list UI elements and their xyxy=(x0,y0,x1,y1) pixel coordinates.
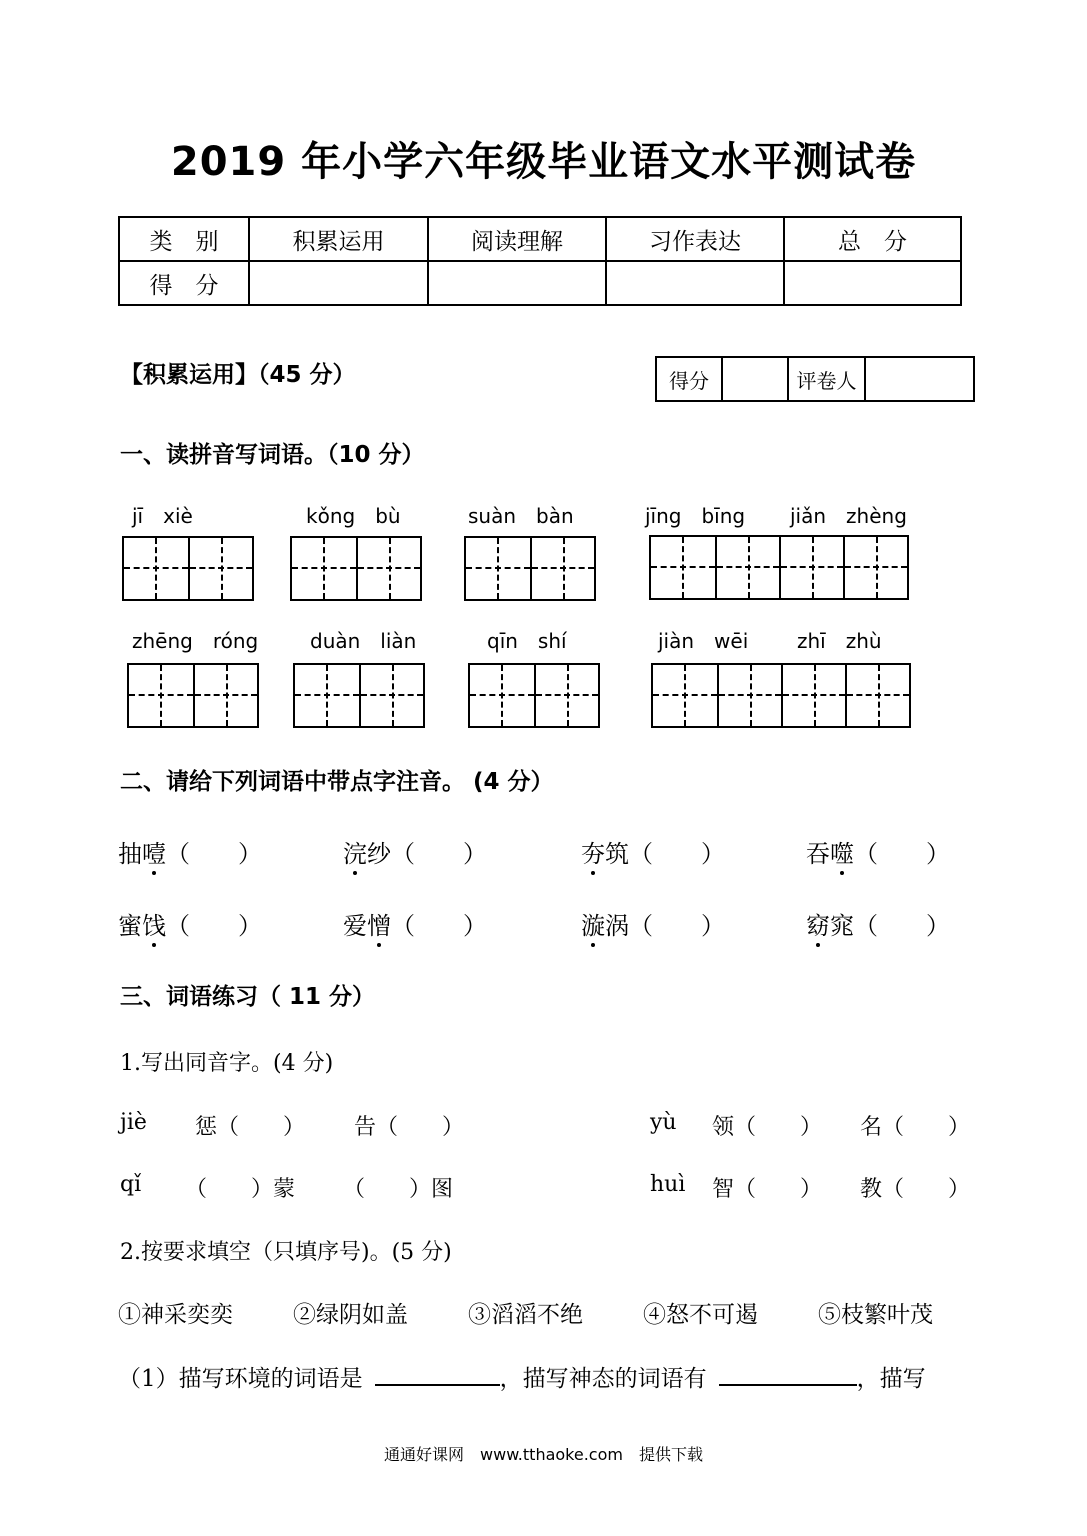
grader-score-cell[interactable] xyxy=(722,357,788,401)
page-title: 2019 年小学六年级毕业语文水平测试卷 xyxy=(170,139,917,185)
score-header-accumulation: 积累运用 xyxy=(249,217,428,261)
q2-heading: 二、请给下列词语中带点字注音。 (4 分） xyxy=(120,769,554,795)
grader-box xyxy=(655,356,975,402)
annotate-item[interactable]: 爱憎（ ） xyxy=(343,906,487,941)
score-row-label: 得 分 xyxy=(119,261,249,305)
pinyin-label: zhī zhù xyxy=(797,629,882,653)
annotate-item[interactable]: 窈窕（ ） xyxy=(806,906,950,941)
option-item: ②绿阴如盖 xyxy=(293,1302,408,1328)
grader-name-cell[interactable] xyxy=(865,357,974,401)
q3-sub1: 1.写出同音字。(4 分) xyxy=(120,1051,334,1076)
homophone-blank[interactable]: （ ）图 xyxy=(343,1177,454,1202)
pinyin-label: zhēng róng xyxy=(132,629,259,653)
homophone-blank[interactable]: 教（ ） xyxy=(860,1177,971,1202)
pinyin-label: kǒng bù xyxy=(306,504,401,528)
writing-grid[interactable] xyxy=(290,536,422,601)
score-cell[interactable] xyxy=(606,261,784,305)
homophone-blank[interactable]: 智（ ） xyxy=(712,1177,823,1202)
pinyin-label: jīng bīng xyxy=(645,504,746,528)
writing-grid[interactable] xyxy=(649,535,909,600)
grader-score-label: 得分 xyxy=(656,357,722,401)
writing-grid[interactable] xyxy=(122,536,254,601)
writing-grid[interactable] xyxy=(127,663,259,728)
writing-grid[interactable] xyxy=(651,663,911,728)
pinyin-label: jiàn wēi xyxy=(658,629,749,653)
homophone-blank[interactable]: 告（ ） xyxy=(354,1115,465,1140)
pinyin-label: duàn liàn xyxy=(310,629,417,653)
answer-blank[interactable] xyxy=(375,1362,500,1386)
option-item: ①神采奕奕 xyxy=(118,1302,233,1328)
homophone-blank[interactable]: 名（ ） xyxy=(860,1115,971,1140)
writing-grid[interactable] xyxy=(293,663,425,728)
homophone-pinyin: jiè xyxy=(120,1110,147,1135)
answer-blank[interactable] xyxy=(719,1362,857,1386)
annotate-item[interactable]: 漩涡（ ） xyxy=(581,906,725,941)
score-header-total: 总 分 xyxy=(784,217,961,261)
q3-sub2: 2.按要求填空（只填序号)。(5 分) xyxy=(120,1240,452,1265)
annotate-item[interactable]: 蜜饯（ ） xyxy=(118,906,262,941)
footer-note: 通通好课网 www.tthaoke.com 提供下载 xyxy=(384,1445,703,1464)
writing-grid[interactable] xyxy=(464,536,596,601)
score-header-reading: 阅读理解 xyxy=(428,217,606,261)
writing-grid[interactable] xyxy=(468,663,600,728)
homophone-blank[interactable]: （ ）蒙 xyxy=(185,1177,296,1202)
annotate-item[interactable]: 抽噎（ ） xyxy=(118,834,262,869)
homophone-blank[interactable]: 惩（ ） xyxy=(195,1115,306,1140)
pinyin-label: qīn shí xyxy=(487,629,567,653)
score-header-writing: 习作表达 xyxy=(606,217,784,261)
annotate-item[interactable]: 吞噬（ ） xyxy=(806,834,950,869)
grader-name-label: 评卷人 xyxy=(788,357,865,401)
score-header-category: 类 别 xyxy=(119,217,249,261)
option-item: ④怒不可遏 xyxy=(643,1302,758,1328)
q3-heading: 三、词语练习（ 11 分） xyxy=(120,984,376,1010)
option-item: ⑤枝繁叶茂 xyxy=(818,1302,933,1328)
homophone-pinyin: huì xyxy=(650,1172,686,1197)
option-item: ③滔滔不绝 xyxy=(468,1302,583,1328)
score-cell[interactable] xyxy=(428,261,606,305)
score-cell[interactable] xyxy=(249,261,428,305)
q1-heading: 一、读拼音写词语。（10 分） xyxy=(120,442,425,468)
score-table xyxy=(118,216,962,306)
homophone-pinyin: qǐ xyxy=(120,1172,142,1197)
pinyin-label: jiǎn zhèng xyxy=(790,504,907,528)
section-heading: 【积累运用】（45 分） xyxy=(120,362,356,388)
homophone-pinyin: yù xyxy=(650,1110,677,1135)
score-cell[interactable] xyxy=(784,261,961,305)
pinyin-label: jī xiè xyxy=(132,504,193,528)
annotate-item[interactable]: 浣纱（ ） xyxy=(343,834,487,869)
homophone-blank[interactable]: 领（ ） xyxy=(712,1115,823,1140)
pinyin-label: suàn bàn xyxy=(468,504,574,528)
annotate-item[interactable]: 夯筑（ ） xyxy=(581,834,725,869)
fill-in-line: （1）描写环境的词语是 ，描写神态的词语有 ，描写 xyxy=(118,1360,926,1393)
